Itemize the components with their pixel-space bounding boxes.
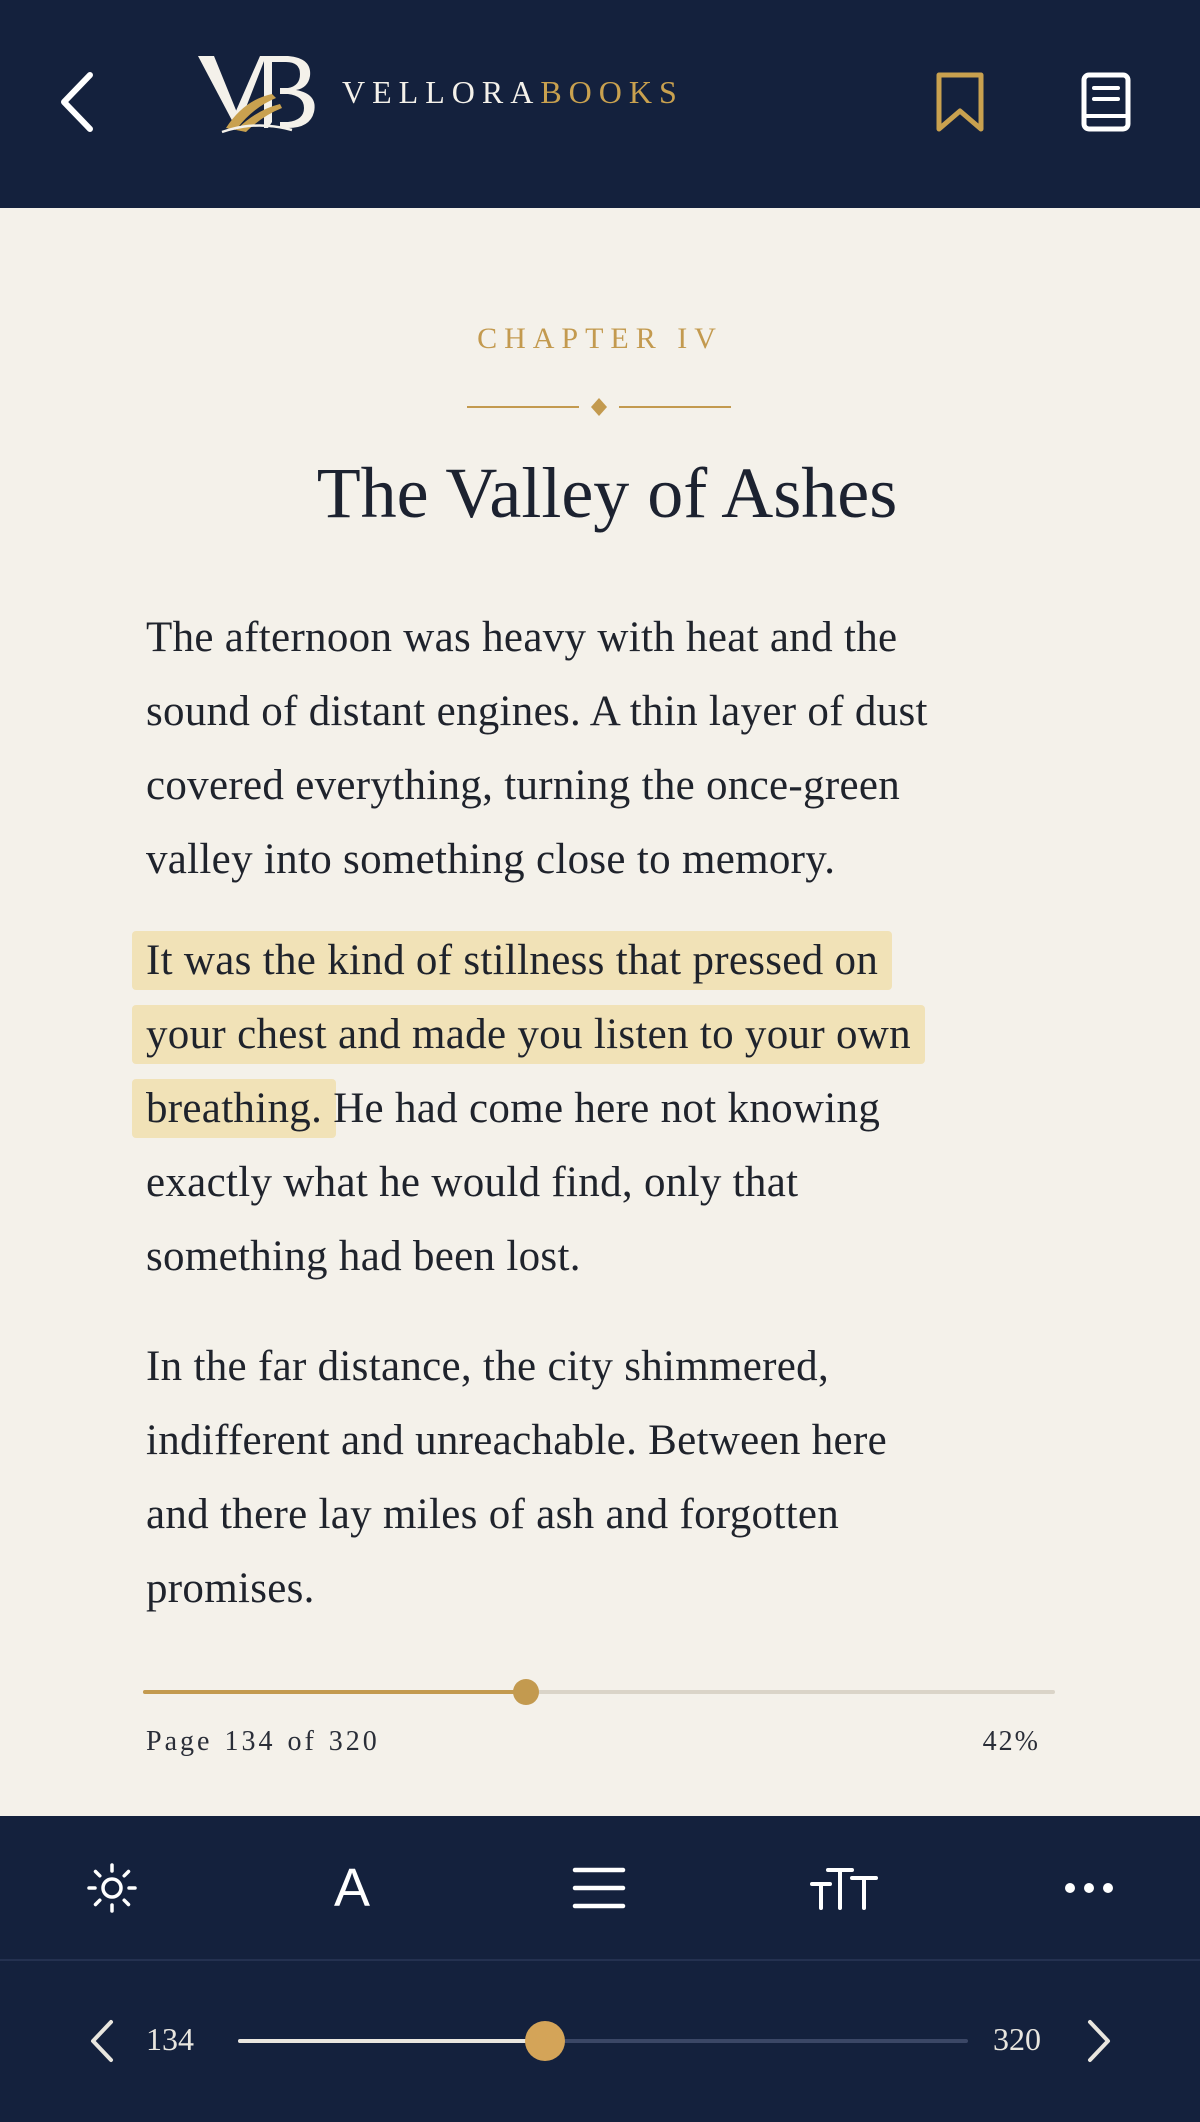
page-slider[interactable] (238, 2039, 968, 2043)
reader-toolbar (0, 1816, 1200, 1960)
page-indicator (146, 1726, 392, 1758)
of-word: of (287, 1726, 317, 1757)
progress-percent: 42% (982, 1726, 1040, 1757)
brand-name (342, 74, 684, 111)
page-slider-fill (238, 2039, 545, 2043)
reading-progress-thumb[interactable] (513, 1679, 539, 1705)
chapter-divider-ornament (467, 394, 731, 420)
line-spacing-button[interactable] (557, 1846, 641, 1930)
reading-progress-bar[interactable] (143, 1690, 1055, 1694)
chapter-title: The Valley of Ashes (316, 453, 898, 533)
pager-total-pages: 320 (993, 2021, 1041, 2057)
brand-name-primary: VELLORA (342, 73, 541, 110)
table-of-contents-button[interactable] (1074, 66, 1138, 138)
page-slider-thumb[interactable] (525, 2021, 565, 2061)
top-bar (0, 0, 1200, 208)
bookmark-button[interactable] (928, 66, 992, 138)
more-options-button[interactable] (1047, 1846, 1131, 1930)
page-word: Page (146, 1726, 213, 1757)
line-spacing-icon (571, 1864, 627, 1912)
paragraph-2-rest: He had come here not knowing exactly what he would find, only that something had been lost. (146, 1085, 881, 1280)
brightness-icon (85, 1861, 139, 1915)
book-icon (1080, 71, 1132, 133)
reading-progress-fill (143, 1690, 526, 1694)
previous-page-button[interactable] (80, 2015, 124, 2067)
current-page-number: 134 (224, 1726, 276, 1757)
pager-current-page: 134 (146, 2021, 194, 2057)
text-size-button[interactable] (803, 1846, 887, 1930)
paragraph-2[interactable] (146, 924, 1076, 1294)
brand-name-accent: BOOKS (540, 73, 684, 110)
brightness-button[interactable] (70, 1846, 154, 1930)
next-page-button[interactable] (1077, 2015, 1121, 2067)
brand-logo[interactable] (196, 50, 684, 134)
page-navigator (0, 1961, 1200, 2122)
more-horizontal-icon (1064, 1881, 1114, 1895)
chevron-left-icon (58, 71, 98, 133)
text-size-icon (810, 1864, 880, 1912)
font-button[interactable]: A (333, 1858, 371, 1918)
chapter-label: CHAPTER IV (477, 322, 723, 355)
logo-mark-icon (196, 50, 320, 134)
bookmark-icon (934, 71, 986, 133)
back-button[interactable] (50, 64, 106, 140)
paragraph-3[interactable]: In the far distance, the city shimmered, indifferent and unreachable. Between here and there lay miles of ash and forgotten promises. (146, 1343, 887, 1612)
total-pages-number: 320 (328, 1726, 380, 1757)
text-highlight[interactable]: It was the kind of stillness that pressed on your chest and made you listen to your own breathing. (132, 931, 925, 1138)
chevron-right-icon (1086, 2019, 1112, 2063)
paragraph-1[interactable]: The afternoon was heavy with heat and the sound of distant engines. A thin layer of dust covered everything, turning the once-green valley into something close to memory. (146, 614, 928, 883)
chevron-left-icon (89, 2019, 115, 2063)
